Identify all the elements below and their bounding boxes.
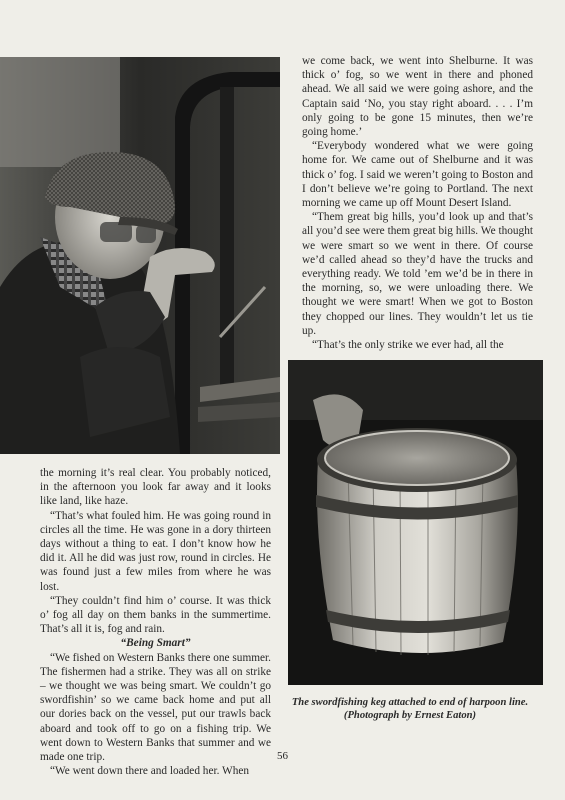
photo-fisherman [0,57,280,454]
paragraph: “We went down there and loaded her. When [50,765,250,778]
paragraph: “That’s what fouled him. He was going round in circles all the time. He was gone in a dory thirteen days without a thing to eat. I don’t know how he did it. All he did was just row, round in circles. He was found just a few miles from where he was lost. [40,509,271,593]
photo-swordfishing-keg [288,360,543,685]
photo-caption: The swordfishing keg attached to end of harpoon line. (Photograph by Ernest Eaton) [291,697,529,722]
fisherman-photo-image [0,57,280,454]
paragraph: “Everybody wondered what we were going home for. We came out of Shelburne and it was thick o’ fog. I said we weren’t going to Boston and I don’t believe we’re going to Portland. The next morning we came up off Mount Desert Island. [302,140,533,210]
paragraph: “That’s the only strike we ever had, all the [312,339,504,352]
right-column-text [302,54,533,352]
left-column-text [40,466,271,778]
paragraph: the morning it’s real clear. You probably noticed, in the afternoon you look far away and it looks like land, like haze. [40,467,271,508]
paragraph: “They couldn’t find him o’ course. It was thick o’ fog all day on them banks in the summertime. That’s all it is, fog and rain. [40,594,271,636]
keg-photo-image [288,360,543,685]
page-number: 56 [277,750,288,762]
section-subheading: “Being Smart” [120,637,191,650]
paragraph: we come back, we went into Shelburne. It was thick o’ fog, so we went in there and phoned ahead. We all said we were going ashore, and the Captain said ‘No, you stay right aboard. . . . I’m only going to be gone 15 minutes, then we’re going home.’ [302,55,533,139]
paragraph: “Them great big hills, you’d look up and that’s all you’d see were them great big hills. We thought we were smart so we went in there. Of course we’d called ahead so they’d have the trucks and everything ready. We told ’em we’d be in there in the morning, so, we were unloading there. We thought we were smart! When we got to Boston they chopped our lines. They wouldn’t let us tie up. [302,211,533,337]
paragraph: “We fished on Western Banks there one summer. The fishermen had a strike. They was all on strike – we thought we was being smart. We couldn’t go swordfishin’ so we came back home and put all our dories back on the vessel, put our trawls back aboard and took off to go on a fishing trip. We went down to Western Banks that summer and we made one trip. [40,651,271,764]
